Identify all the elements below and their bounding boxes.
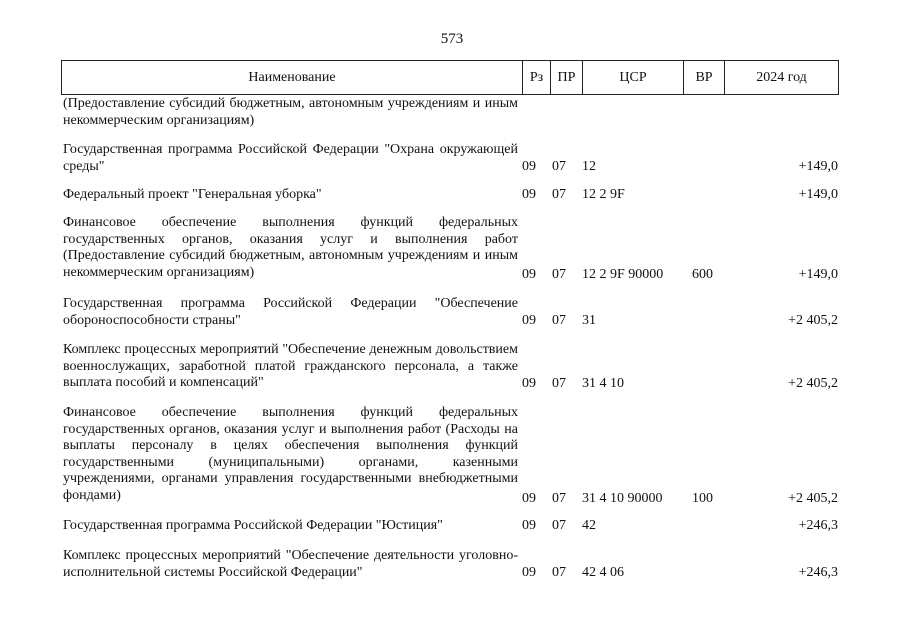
row-csr: 12	[582, 159, 596, 174]
row-pr: 07	[552, 313, 566, 328]
row-rz: 09	[522, 159, 536, 174]
row-rz: 09	[522, 313, 536, 328]
header-name: Наименование	[62, 61, 523, 94]
row-name: (Предоставление субсидий бюджетным, автономным учреждениям и иным некоммерческим организациям)	[63, 96, 518, 128]
row-amount: +246,3	[798, 518, 838, 533]
row-csr: 42 4 06	[582, 565, 624, 580]
row-pr: 07	[552, 518, 566, 533]
row-name: Финансовое обеспечение выполнения функций федеральных государственных органов, оказания услуг и выполнения работ (Расходы на выплаты персоналу в целях обеспечения выполнения функций государственными (муниципальными) органами, казенными учреждениями, органами управления государственными внебюджетными фондами)	[63, 405, 518, 503]
row-csr: 12 2 9F 90000	[582, 267, 664, 282]
row-amount: +2 405,2	[788, 376, 838, 391]
row-name: Государственная программа Российской Федерации "Обеспечение обороноспособности страны"	[63, 296, 518, 328]
header-divider	[61, 94, 839, 95]
row-name: Комплекс процессных мероприятий "Обеспечение денежным довольствием военнослужащих, заработной платой гражданского персонала, а также выплата пособий и компенсаций"	[63, 342, 518, 390]
row-rz: 09	[522, 491, 536, 506]
row-name: Комплекс процессных мероприятий "Обеспечение деятельности уголовно-исполнительной системы Российской Федерации"	[63, 548, 518, 580]
table-header	[61, 60, 839, 94]
row-name: Государственная программа Российской Федерации "Юстиция"	[63, 518, 443, 533]
header-year: 2024 год	[756, 69, 807, 85]
row-pr: 07	[552, 376, 566, 391]
row-pr: 07	[552, 491, 566, 506]
row-amount: +149,0	[798, 159, 838, 174]
row-csr: 31 4 10 90000	[582, 491, 663, 506]
header-csr: ЦСР	[583, 61, 684, 94]
row-pr: 07	[552, 159, 566, 174]
row-amount: +149,0	[798, 267, 838, 282]
row-vr: 600	[692, 267, 713, 282]
row-pr: 07	[552, 565, 566, 580]
row-rz: 09	[522, 376, 536, 391]
row-csr: 12 2 9F	[582, 187, 625, 202]
row-pr: 07	[552, 187, 566, 202]
header-pr: ПР	[551, 61, 583, 94]
row-csr: 31 4 10	[582, 376, 624, 391]
row-amount: +246,3	[798, 565, 838, 580]
page-number: 573	[440, 31, 464, 47]
row-csr: 42	[582, 518, 596, 533]
row-name: Финансовое обеспечение выполнения функций федеральных государственных органов, оказания услуг и выполнения работ (Предоставление субсидий бюджетным, автономным учреждениям и иным некоммерческим организациям)	[63, 215, 518, 280]
row-csr: 31	[582, 313, 596, 328]
row-rz: 09	[522, 187, 536, 202]
header-vr: ВР	[684, 61, 725, 94]
row-amount: +149,0	[798, 187, 838, 202]
row-vr: 100	[692, 491, 713, 506]
row-amount: +2 405,2	[788, 491, 838, 506]
row-name: Федеральный проект "Генеральная уборка"	[63, 187, 322, 202]
header-rz: Рз	[523, 61, 551, 94]
row-rz: 09	[522, 565, 536, 580]
row-pr: 07	[552, 267, 566, 282]
row-amount: +2 405,2	[788, 313, 838, 328]
row-name: Государственная программа Российской Федерации "Охрана окружающей среды"	[63, 142, 518, 174]
row-rz: 09	[522, 267, 536, 282]
row-rz: 09	[522, 518, 536, 533]
